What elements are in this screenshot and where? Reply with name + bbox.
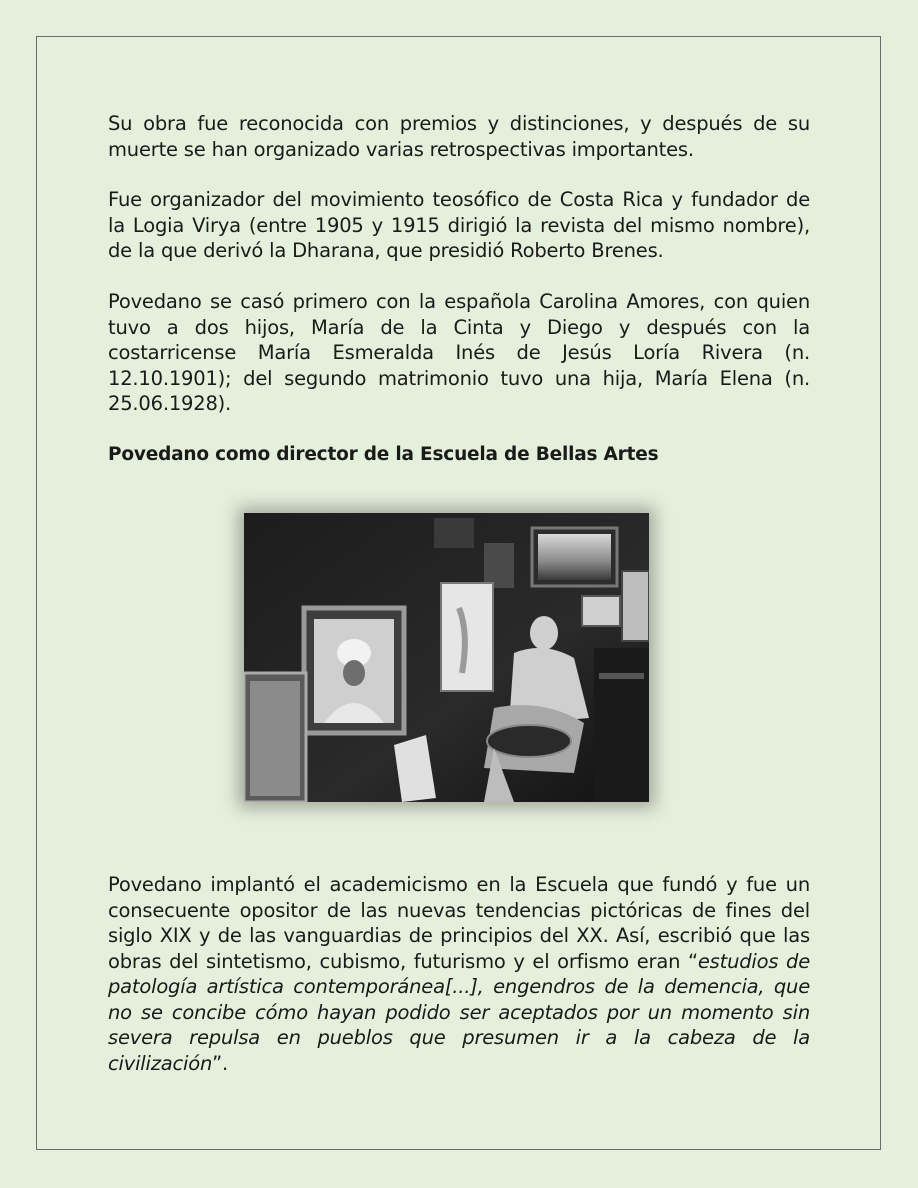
paragraph-academicism (108, 872, 810, 1076)
academicism-tail: ”. (212, 1051, 229, 1075)
section-heading: Povedano como director de la Escuela de Bellas Artes (108, 444, 659, 465)
studio-photograph (244, 513, 649, 802)
photo-illustration (244, 513, 649, 802)
paragraph-marriages: Povedano se casó primero con la española Carolina Amores, con quien tuvo a dos hijos, María de la Cinta y Diego y después con la costarricense María Esmeralda Inés de Jesús Loría Rivera (n. 12.10.1901); del segundo matrimonio tuvo una hija, María Elena (n. 25.06.1928). (108, 290, 810, 415)
academicism-quote: estudios de patología artística contemporánea[...], engendros de la demencia, que no se concibe cómo hayan podido ser aceptados por un momento sin severa repulsa en pueblos que presumen ir a la cabeza de la civilización (108, 949, 810, 1075)
paragraph-theosophy: Fue organizador del movimiento teosófico de Costa Rica y fundador de la Logia Virya (entre 1905 y 1915 dirigió la revista del mismo nombre), de la que derivó la Dharana, que presidió Roberto Brenes. (108, 188, 810, 262)
paragraph-awards: Su obra fue reconocida con premios y distinciones, y después de su muerte se han organizado varias retrospectivas importantes. (108, 112, 810, 161)
academicism-text: Povedano implantó el academicismo en la Escuela que fundó y fue un consecuente opositor de las nuevas tendencias pictóricas de fines del siglo XIX y de las vanguardias de principios del XX. Así, escribió que las obras del sintetismo, cubismo, futurismo y el orfismo eran “ (108, 873, 810, 973)
